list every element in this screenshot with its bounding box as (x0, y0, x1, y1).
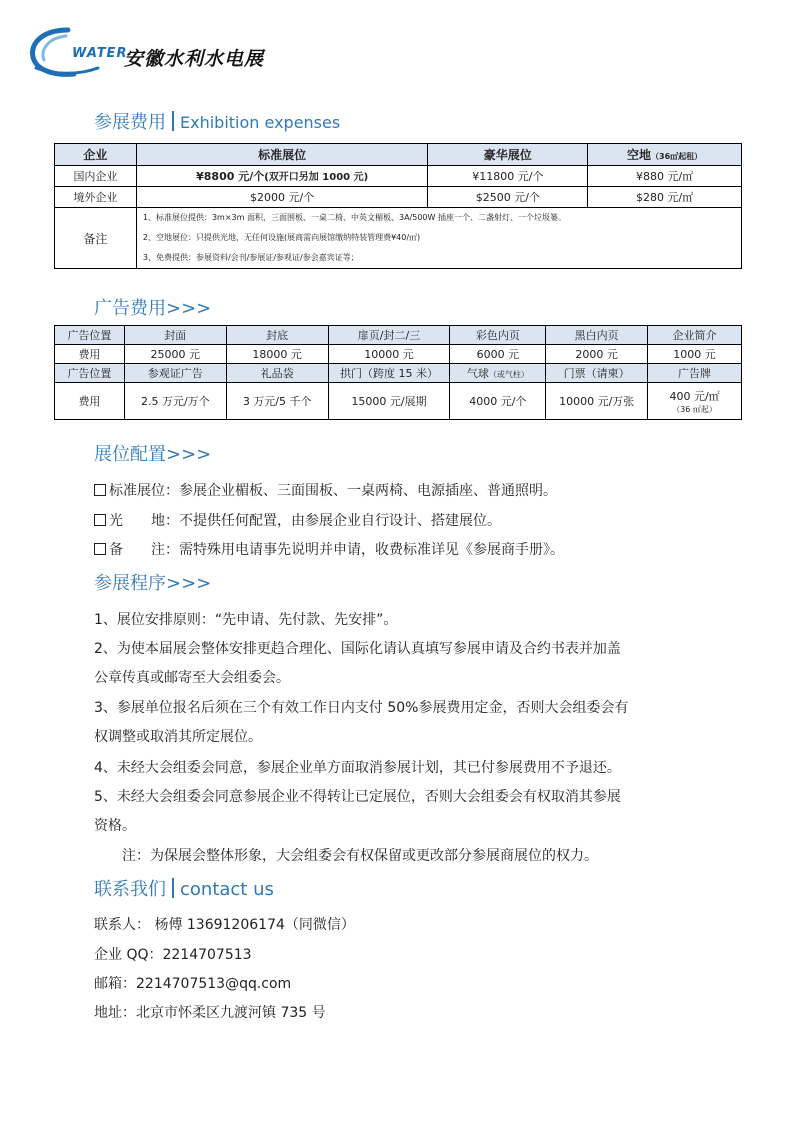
remark-line: 1、标准展位提供：3m×3m 面积，三面围板、一桌二椅、中英文楣板、3A/500W 插座一个、二盏射灯、一个垃圾篓。 (142, 213, 566, 222)
expenses-table (54, 143, 742, 269)
contact-title-en: contact us (180, 879, 274, 900)
remark-line: 3、免费提供：参展资料/会刊/参展证/参观证/参会嘉宾证等； (142, 253, 359, 262)
table-cell: 2.5 万元/万个 (124, 383, 226, 420)
procedure-line: 资格。 (94, 818, 136, 834)
standard-price (136, 166, 428, 187)
column-header: 扉页/封二/三 (328, 326, 450, 345)
column-header: 参观证广告 (124, 364, 226, 383)
remarks-row (55, 208, 742, 269)
table-cell: 10000 元 (328, 345, 450, 364)
booth-item-text: 备 注：需特殊用电请事先说明并申请，收费标准详见《参展商手册》。 (109, 542, 564, 558)
table-cell: 25000 元 (124, 345, 226, 364)
column-header: 广告位置 (55, 326, 125, 345)
procedure-title: 参展程序>>> (94, 573, 212, 594)
column-header: 礼品袋 (226, 364, 328, 383)
remark-line: 2、空地展位：只提供光地，无任何设施(展商需向展馆缴纳特装管理费¥40/㎡) (142, 233, 421, 242)
column-header (450, 364, 546, 383)
table-header-row (55, 326, 742, 345)
table-row (55, 166, 742, 187)
expenses-title (94, 108, 340, 134)
table-cell: 15000 元/展期 (328, 383, 450, 420)
ads-table (54, 325, 742, 420)
table-cell: 1000 元 (648, 345, 742, 364)
procedure-line: 5、未经大会组委会同意参展企业不得转让已定展位，否则大会组委会有权取消其参展 (94, 789, 621, 805)
booth-item (94, 539, 564, 559)
space-price: ¥880 元/㎡ (588, 166, 742, 187)
title-divider (172, 111, 174, 131)
table-cell: 10000 元/万张 (546, 383, 648, 420)
expenses-title-en: Exhibition expenses (180, 113, 341, 132)
luxury-price: $2500 元/个 (428, 187, 588, 208)
standard-price-note: (双开口另加 1000 元) (264, 172, 369, 183)
table-cell: 2000 元 (546, 345, 648, 364)
column-header-text: 气球 (466, 367, 489, 380)
column-header: 黑白内页 (546, 326, 648, 345)
table-row (55, 345, 742, 364)
standard-price-value: ¥8800 元/个 (196, 170, 265, 183)
table-header-row (55, 144, 742, 166)
row-label: 境外企业 (55, 187, 137, 208)
title-divider (172, 878, 174, 898)
balloon-note: （或气柱） (488, 370, 529, 379)
checkbox-icon (94, 514, 106, 526)
contact-title-cn: 联系我们 (94, 879, 166, 900)
column-header: 封底 (226, 326, 328, 345)
contact-title (94, 875, 274, 901)
column-header: 拱门（跨度 15 米） (328, 364, 450, 383)
contact-qq: 企业 QQ：2214707513 (94, 947, 252, 963)
column-header: 彩色内页 (450, 326, 546, 345)
column-header (588, 144, 742, 166)
space-note: （36㎡起租） (651, 152, 703, 161)
procedure-line: 权调整或取消其所定展位。 (94, 729, 262, 745)
procedure-line: 4、未经大会组委会同意，参展企业单方面取消参展计划，其已付参展费用不予退还。 (94, 760, 621, 776)
logo-word: WATER (72, 46, 128, 61)
contact-address: 地址：北京市怀柔区九渡河镇 735 号 (94, 1005, 326, 1021)
ads-title: 广告费用>>> (94, 298, 212, 319)
remark-cell (136, 208, 741, 269)
table-row (55, 187, 742, 208)
procedure-line: 1、展位安排原则：“先申请、先付款、先安排”。 (94, 612, 398, 628)
billboard-cell (648, 383, 742, 420)
table-header-row (55, 364, 742, 383)
booth-item (94, 510, 501, 530)
procedure-line: 2、为使本届展会整体安排更趋合理化、国际化请认真填写参展申请及合约书表并加盖 (94, 641, 621, 657)
table-row (55, 383, 742, 420)
table-cell: 费用 (55, 383, 125, 420)
column-header-text: 空地 (627, 148, 652, 162)
procedure-note: 注：为保展会整体形象，大会组委会有权保留或更改部分参展商展位的权力。 (122, 848, 598, 864)
table-cell: 6000 元 (450, 345, 546, 364)
column-header: 豪华展位 (428, 144, 588, 166)
column-header: 广告位置 (55, 364, 125, 383)
space-price: $280 元/㎡ (588, 187, 742, 208)
booth-item-text: 标准展位：参展企业楣板、三面围板、一桌两椅、电源插座、普通照明。 (109, 483, 557, 499)
booth-title: 展位配置>>> (94, 444, 212, 465)
checkbox-icon (94, 484, 106, 496)
column-header: 广告牌 (648, 364, 742, 383)
column-header: 企业 (55, 144, 137, 166)
standard-price: $2000 元/个 (136, 187, 428, 208)
billboard-price: 400 元/㎡ (669, 389, 720, 403)
table-cell: 3 万元/5 千个 (226, 383, 328, 420)
luxury-price: ¥11800 元/个 (428, 166, 588, 187)
table-cell: 18000 元 (226, 345, 328, 364)
table-cell: 4000 元/个 (450, 383, 546, 420)
column-header: 封面 (124, 326, 226, 345)
column-header: 门票（请柬） (546, 364, 648, 383)
column-header: 企业简介 (648, 326, 742, 345)
procedure-line: 公章传真或邮寄至大会组委会。 (94, 670, 290, 686)
contact-person: 联系人： 杨傅 13691206174（同微信） (94, 917, 355, 933)
column-header: 标准展位 (136, 144, 428, 166)
logo-title: 安徽水利水电展 (124, 48, 265, 70)
remark-label: 备注 (55, 208, 137, 269)
contact-email: 邮箱：2214707513@qq.com (94, 976, 292, 992)
logo (26, 24, 296, 80)
expenses-title-cn: 参展费用 (94, 112, 166, 133)
table-cell: 费用 (55, 345, 125, 364)
billboard-note: （36 ㎡起） (672, 404, 717, 414)
checkbox-icon (94, 543, 106, 555)
booth-item (94, 480, 557, 500)
procedure-line: 3、参展单位报名后须在三个有效工作日内支付 50%参展费用定金，否则大会组委会有 (94, 700, 629, 716)
booth-item-text: 光 地：不提供任何配置，由参展企业自行设计、搭建展位。 (109, 513, 501, 529)
row-label: 国内企业 (55, 166, 137, 187)
